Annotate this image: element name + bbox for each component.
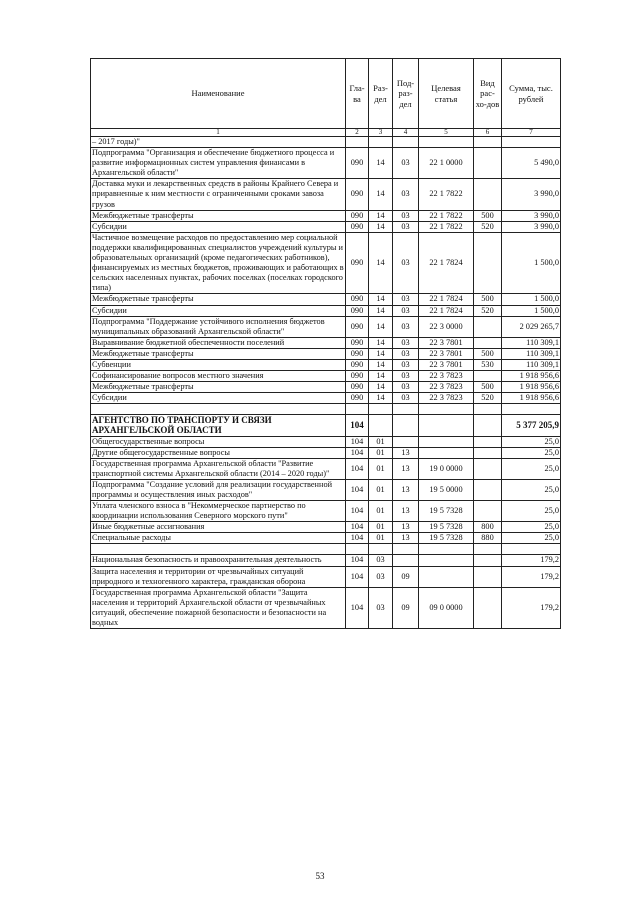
- cell-glava: 090: [346, 148, 369, 179]
- cell-razdel: 14: [369, 148, 393, 179]
- cell-podrazdel: 03: [393, 148, 419, 179]
- cell-celevaya: 19 5 7328: [419, 533, 474, 544]
- cell-celevaya: [419, 436, 474, 447]
- cell-celevaya: 22 1 7824: [419, 294, 474, 305]
- cell-celevaya: 22 3 7801: [419, 359, 474, 370]
- cell-podrazdel: 03: [393, 337, 419, 348]
- table-row: [91, 447, 561, 458]
- table-row: [91, 348, 561, 359]
- cell-sum: [502, 137, 561, 148]
- cell-sum: 25,0: [502, 458, 561, 479]
- cell-glava: 090: [346, 294, 369, 305]
- cell-podrazdel: 03: [393, 179, 419, 210]
- cell-sum: 25,0: [502, 522, 561, 533]
- spacer-row: [91, 544, 561, 555]
- cell-podrazdel: [393, 555, 419, 566]
- table-row: [91, 479, 561, 500]
- table-row: [91, 316, 561, 337]
- cell-vid: [474, 479, 502, 500]
- cell-glava: 090: [346, 232, 369, 294]
- cell-sum: 25,0: [502, 501, 561, 522]
- cell-vid: 880: [474, 533, 502, 544]
- cell-celevaya: 22 3 7823: [419, 371, 474, 382]
- cell-name: Межбюджетные трансферты: [91, 348, 346, 359]
- cell-glava: 090: [346, 359, 369, 370]
- cell-name: Специальные расходы: [91, 533, 346, 544]
- cell-razdel: 14: [369, 337, 393, 348]
- cell-vid: [474, 458, 502, 479]
- cell-razdel: [369, 404, 393, 415]
- cell-name: [91, 544, 346, 555]
- cell-glava: 090: [346, 348, 369, 359]
- cell-celevaya: [419, 555, 474, 566]
- table-row: [91, 210, 561, 221]
- cell-glava: 090: [346, 305, 369, 316]
- column-index: 6: [474, 129, 502, 137]
- table-row: [91, 337, 561, 348]
- cell-glava: 090: [346, 371, 369, 382]
- cell-glava: 104: [346, 566, 369, 587]
- column-index: 3: [369, 129, 393, 137]
- column-index-row: [91, 129, 561, 137]
- cell-glava: 090: [346, 316, 369, 337]
- cell-razdel: 01: [369, 447, 393, 458]
- cell-razdel: 01: [369, 522, 393, 533]
- cell-celevaya: 22 3 7823: [419, 382, 474, 393]
- cell-podrazdel: 13: [393, 479, 419, 500]
- cell-celevaya: [419, 447, 474, 458]
- cell-podrazdel: 03: [393, 382, 419, 393]
- cell-razdel: 14: [369, 305, 393, 316]
- cell-glava: 090: [346, 210, 369, 221]
- column-index: 7: [502, 129, 561, 137]
- cell-sum: 3 990,0: [502, 210, 561, 221]
- cell-razdel: 01: [369, 533, 393, 544]
- cell-vid: [474, 566, 502, 587]
- header-podrazdel: Под-раз-дел: [393, 59, 419, 129]
- cell-vid: [474, 415, 502, 436]
- cell-celevaya: 22 1 7822: [419, 221, 474, 232]
- cell-glava: [346, 544, 369, 555]
- cell-name: АГЕНТСТВО ПО ТРАНСПОРТУ И СВЯЗИ АРХАНГЕЛЬСКОЙ ОБЛАСТИ: [91, 415, 346, 436]
- cell-name: Межбюджетные трансферты: [91, 382, 346, 393]
- cell-vid: 500: [474, 348, 502, 359]
- cell-sum: 1 500,0: [502, 232, 561, 294]
- cell-vid: [474, 316, 502, 337]
- cell-name: Общегосударственные вопросы: [91, 436, 346, 447]
- cell-vid: [474, 371, 502, 382]
- cell-celevaya: 22 3 7801: [419, 348, 474, 359]
- table-row: [91, 587, 561, 628]
- cell-vid: 500: [474, 210, 502, 221]
- cell-vid: [474, 148, 502, 179]
- cell-podrazdel: 13: [393, 522, 419, 533]
- cell-vid: [474, 232, 502, 294]
- table-row: [91, 148, 561, 179]
- cell-sum: 1 918 956,6: [502, 393, 561, 404]
- cell-glava: 090: [346, 382, 369, 393]
- cell-podrazdel: 03: [393, 371, 419, 382]
- cell-glava: 104: [346, 479, 369, 500]
- cell-celevaya: [419, 415, 474, 436]
- cell-vid: [474, 555, 502, 566]
- header-razdel: Раз-дел: [369, 59, 393, 129]
- cell-glava: 090: [346, 221, 369, 232]
- cell-celevaya: 19 0 0000: [419, 458, 474, 479]
- cell-razdel: 01: [369, 458, 393, 479]
- column-index: 4: [393, 129, 419, 137]
- cell-glava: 104: [346, 587, 369, 628]
- cell-glava: 104: [346, 415, 369, 436]
- cell-vid: 520: [474, 393, 502, 404]
- cell-name: Уплата членского взноса в "Некоммерческое партнерство по координации использования Северного морского пути": [91, 501, 346, 522]
- header-celevaya: Целевая статья: [419, 59, 474, 129]
- cell-sum: 1 918 956,6: [502, 371, 561, 382]
- cell-razdel: 01: [369, 501, 393, 522]
- cell-glava: 104: [346, 522, 369, 533]
- cell-name: Другие общегосударственные вопросы: [91, 447, 346, 458]
- cell-name: Межбюджетные трансферты: [91, 294, 346, 305]
- table-row: [91, 305, 561, 316]
- cell-sum: 3 990,0: [502, 179, 561, 210]
- cell-vid: [474, 137, 502, 148]
- cell-celevaya: 19 5 7328: [419, 522, 474, 533]
- cell-name: Иные бюджетные ассигнования: [91, 522, 346, 533]
- cell-razdel: 14: [369, 393, 393, 404]
- cell-sum: 25,0: [502, 436, 561, 447]
- cell-celevaya: 22 1 7824: [419, 232, 474, 294]
- cell-sum: 3 990,0: [502, 221, 561, 232]
- cell-celevaya: [419, 404, 474, 415]
- table-row: [91, 533, 561, 544]
- column-index: 5: [419, 129, 474, 137]
- table-row: [91, 566, 561, 587]
- cell-razdel: 01: [369, 479, 393, 500]
- table-row: [91, 415, 561, 436]
- cell-razdel: [369, 137, 393, 148]
- cell-podrazdel: 03: [393, 210, 419, 221]
- cell-vid: [474, 436, 502, 447]
- cell-name: Защита населения и территории от чрезвычайных ситуаций природного и техногенного характера, гражданская оборона: [91, 566, 346, 587]
- table-row: [91, 294, 561, 305]
- cell-sum: 179,2: [502, 587, 561, 628]
- cell-vid: 800: [474, 522, 502, 533]
- cell-glava: 090: [346, 393, 369, 404]
- cell-celevaya: 22 3 7823: [419, 393, 474, 404]
- cell-podrazdel: [393, 137, 419, 148]
- cell-glava: 104: [346, 533, 369, 544]
- cell-name: Подпрограмма "Организация и обеспечение бюджетного процесса и развитие информационных систем управления финансами в Архангельской области": [91, 148, 346, 179]
- cell-celevaya: 22 3 7801: [419, 337, 474, 348]
- cell-glava: 090: [346, 337, 369, 348]
- cell-razdel: 01: [369, 436, 393, 447]
- cell-razdel: 14: [369, 232, 393, 294]
- cell-sum: 179,2: [502, 555, 561, 566]
- page-number: 53: [315, 871, 325, 881]
- cell-razdel: 14: [369, 210, 393, 221]
- column-index: 2: [346, 129, 369, 137]
- cell-podrazdel: [393, 436, 419, 447]
- spacer-row: [91, 404, 561, 415]
- cell-razdel: 14: [369, 382, 393, 393]
- cell-sum: 25,0: [502, 533, 561, 544]
- cell-vid: [474, 447, 502, 458]
- table-row: [91, 371, 561, 382]
- cell-glava: 104: [346, 436, 369, 447]
- cell-sum: 1 918 956,6: [502, 382, 561, 393]
- cell-vid: [474, 404, 502, 415]
- cell-podrazdel: 13: [393, 447, 419, 458]
- cell-vid: 500: [474, 382, 502, 393]
- cell-name: Подпрограмма "Поддержание устойчивого исполнения бюджетов муниципальных образований Архангельской области": [91, 316, 346, 337]
- cell-celevaya: 22 1 0000: [419, 148, 474, 179]
- cell-celevaya: 09 0 0000: [419, 587, 474, 628]
- cell-glava: 090: [346, 179, 369, 210]
- cell-name: – 2017 годы)": [91, 137, 346, 148]
- cell-podrazdel: 03: [393, 294, 419, 305]
- table-row: [91, 458, 561, 479]
- cell-glava: 104: [346, 458, 369, 479]
- cell-podrazdel: 03: [393, 393, 419, 404]
- table-header: [91, 59, 561, 137]
- table-row: [91, 393, 561, 404]
- cell-podrazdel: 03: [393, 348, 419, 359]
- cell-name: Доставка муки и лекарственных средств в районы Крайнего Севера и приравненные к ним местности с ограниченными сроками завоза грузов: [91, 179, 346, 210]
- header-vid: Вид рас-хо-дов: [474, 59, 502, 129]
- cell-podrazdel: [393, 544, 419, 555]
- header-summa: Сумма, тыс. рублей: [502, 59, 561, 129]
- cell-vid: 520: [474, 305, 502, 316]
- cell-name: Субсидии: [91, 221, 346, 232]
- cell-celevaya: 19 5 0000: [419, 479, 474, 500]
- table-row: [91, 501, 561, 522]
- cell-podrazdel: 03: [393, 359, 419, 370]
- cell-glava: 104: [346, 501, 369, 522]
- cell-sum: 1 500,0: [502, 294, 561, 305]
- cell-sum: 25,0: [502, 447, 561, 458]
- cell-celevaya: [419, 137, 474, 148]
- cell-celevaya: 22 3 0000: [419, 316, 474, 337]
- table-row: [91, 382, 561, 393]
- cell-razdel: 14: [369, 294, 393, 305]
- cell-sum: 179,2: [502, 566, 561, 587]
- cell-name: Субсидии: [91, 393, 346, 404]
- cell-vid: [474, 179, 502, 210]
- cell-name: Государственная программа Архангельской области "Защита населения и территорий Архангельской области от чрезвычайных ситуаций, обеспечение пожарной безопасности и безопасности на водных: [91, 587, 346, 628]
- cell-razdel: [369, 415, 393, 436]
- cell-podrazdel: 09: [393, 587, 419, 628]
- table-row: [91, 137, 561, 148]
- cell-name: Субсидии: [91, 305, 346, 316]
- cell-sum: 5 377 205,9: [502, 415, 561, 436]
- cell-sum: [502, 404, 561, 415]
- table-row: [91, 555, 561, 566]
- budget-table: [90, 58, 561, 629]
- table-body: [91, 137, 561, 629]
- table-row: [91, 232, 561, 294]
- cell-razdel: [369, 544, 393, 555]
- cell-name: Субвенции: [91, 359, 346, 370]
- cell-vid: 500: [474, 294, 502, 305]
- cell-celevaya: 19 5 7328: [419, 501, 474, 522]
- cell-sum: 110 309,1: [502, 359, 561, 370]
- cell-celevaya: 22 1 7822: [419, 179, 474, 210]
- column-index: 1: [91, 129, 346, 137]
- cell-name: Софинансирование вопросов местного значения: [91, 371, 346, 382]
- cell-vid: 520: [474, 221, 502, 232]
- cell-razdel: 03: [369, 587, 393, 628]
- cell-podrazdel: 03: [393, 232, 419, 294]
- cell-podrazdel: 13: [393, 533, 419, 544]
- cell-sum: 25,0: [502, 479, 561, 500]
- cell-razdel: 14: [369, 221, 393, 232]
- cell-podrazdel: [393, 415, 419, 436]
- cell-podrazdel: 03: [393, 305, 419, 316]
- table-row: [91, 179, 561, 210]
- cell-name: Выравнивание бюджетной обеспеченности поселений: [91, 337, 346, 348]
- cell-name: Подпрограмма "Создание условий для реализации государственной программы и осуществления иных расходов": [91, 479, 346, 500]
- cell-vid: 530: [474, 359, 502, 370]
- cell-razdel: 14: [369, 348, 393, 359]
- cell-podrazdel: 13: [393, 458, 419, 479]
- cell-podrazdel: 03: [393, 316, 419, 337]
- table-row: [91, 221, 561, 232]
- cell-podrazdel: [393, 404, 419, 415]
- table-row: [91, 359, 561, 370]
- cell-sum: [502, 544, 561, 555]
- cell-glava: 104: [346, 555, 369, 566]
- cell-celevaya: [419, 566, 474, 587]
- cell-razdel: 14: [369, 359, 393, 370]
- cell-razdel: 03: [369, 555, 393, 566]
- cell-sum: 110 309,1: [502, 348, 561, 359]
- cell-name: [91, 404, 346, 415]
- cell-sum: 2 029 265,7: [502, 316, 561, 337]
- cell-glava: [346, 137, 369, 148]
- cell-sum: 5 490,0: [502, 148, 561, 179]
- cell-celevaya: 22 1 7822: [419, 210, 474, 221]
- cell-razdel: 14: [369, 179, 393, 210]
- cell-glava: [346, 404, 369, 415]
- cell-celevaya: [419, 544, 474, 555]
- cell-razdel: 14: [369, 316, 393, 337]
- cell-sum: 110 309,1: [502, 337, 561, 348]
- cell-vid: [474, 337, 502, 348]
- cell-vid: [474, 544, 502, 555]
- cell-name: Национальная безопасность и правоохранительная деятельность: [91, 555, 346, 566]
- cell-razdel: 03: [369, 566, 393, 587]
- table-row: [91, 436, 561, 447]
- cell-glava: 104: [346, 447, 369, 458]
- cell-vid: [474, 587, 502, 628]
- cell-celevaya: 22 1 7824: [419, 305, 474, 316]
- cell-name: Межбюджетные трансферты: [91, 210, 346, 221]
- cell-podrazdel: 13: [393, 501, 419, 522]
- cell-vid: [474, 501, 502, 522]
- header-name: Наименование: [91, 59, 346, 129]
- cell-name: Частичное возмещение расходов по предоставлению мер социальной поддержки квалифицированных специалистов учреждений культуры и образовательных организаций (кроме педагогических работников), финансируемых из местных бюджетов, проживающих и работающих в сельских населенных пунктах, рабочих поселках (поселках городского типа): [92, 232, 344, 293]
- cell-name: Государственная программа Архангельской области "Развитие транспортной системы Архангельской области (2014 – 2020 годы)": [91, 458, 346, 479]
- cell-podrazdel: 03: [393, 221, 419, 232]
- cell-sum: 1 500,0: [502, 305, 561, 316]
- header-glava: Гла-ва: [346, 59, 369, 129]
- cell-podrazdel: 09: [393, 566, 419, 587]
- cell-razdel: 14: [369, 371, 393, 382]
- table-row: [91, 522, 561, 533]
